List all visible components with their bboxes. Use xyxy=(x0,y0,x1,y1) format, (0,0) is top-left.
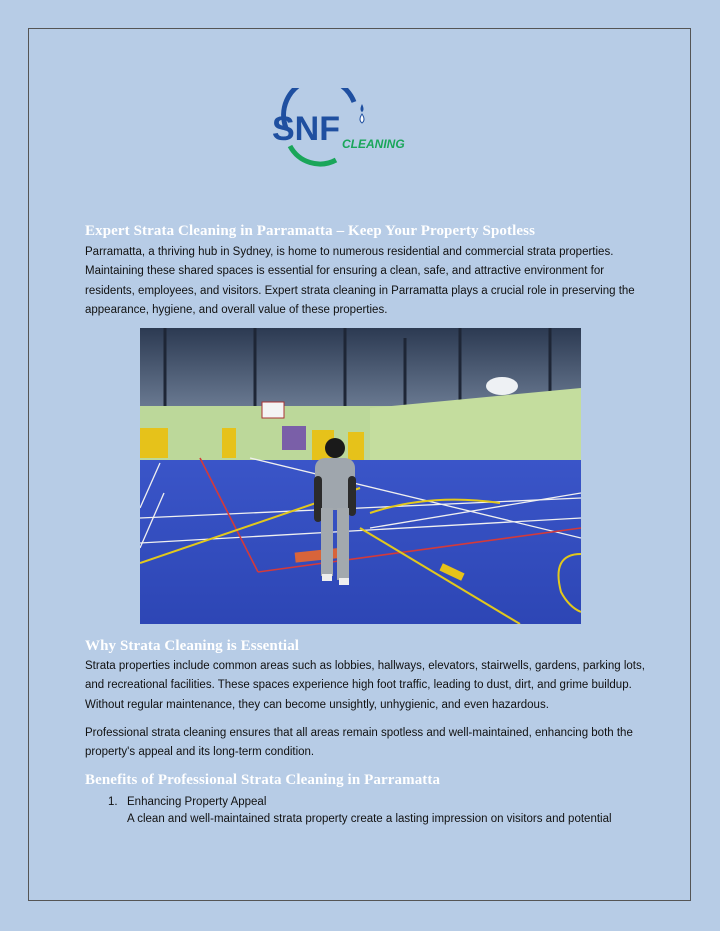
why-paragraph-2: Professional strata cleaning ensures that all areas remain spotless and well-maintained, enhancing both the property's appeal and its long-term condition. xyxy=(85,727,633,759)
list-item-title: Enhancing Property Appeal xyxy=(127,796,267,808)
svg-text:SNF: SNF xyxy=(272,110,340,148)
intro-heading: Expert Strata Cleaning in Parramatta – Keep Your Property Spotless xyxy=(85,223,536,239)
list-item-description: A clean and well-maintained strata property create a lasting impression on visitors and potential xyxy=(127,813,612,825)
snf-cleaning-logo xyxy=(266,88,418,168)
svg-text:CLEANING: CLEANING xyxy=(342,137,405,151)
why-heading: Why Strata Cleaning is Essential xyxy=(85,638,300,654)
gym-cleaning-photo xyxy=(140,328,581,624)
intro-paragraph: Parramatta, a thriving hub in Sydney, is home to numerous residential and commercial strata properties. Maintaining these shared spaces is essential for ensuring a clean, safe, and attractive environment for residents, employees, and visitors. Expert strata cleaning in Parramatta plays a crucial role in preserving the appearance, hygiene, and overall value of these properties. xyxy=(85,246,635,317)
why-paragraph-1: Strata properties include common areas such as lobbies, hallways, elevators, stairwells, gardens, parking lots, and recreational facilities. These spaces experience high foot traffic, leading to dust, dirt, and grime buildup. Without regular maintenance, they can become unsightly, unhygienic, and even hazardous. xyxy=(85,660,645,711)
list-item-number: 1. xyxy=(108,796,118,808)
benefits-heading: Benefits of Professional Strata Cleaning in Parramatta xyxy=(85,772,441,788)
list-item xyxy=(108,793,267,812)
